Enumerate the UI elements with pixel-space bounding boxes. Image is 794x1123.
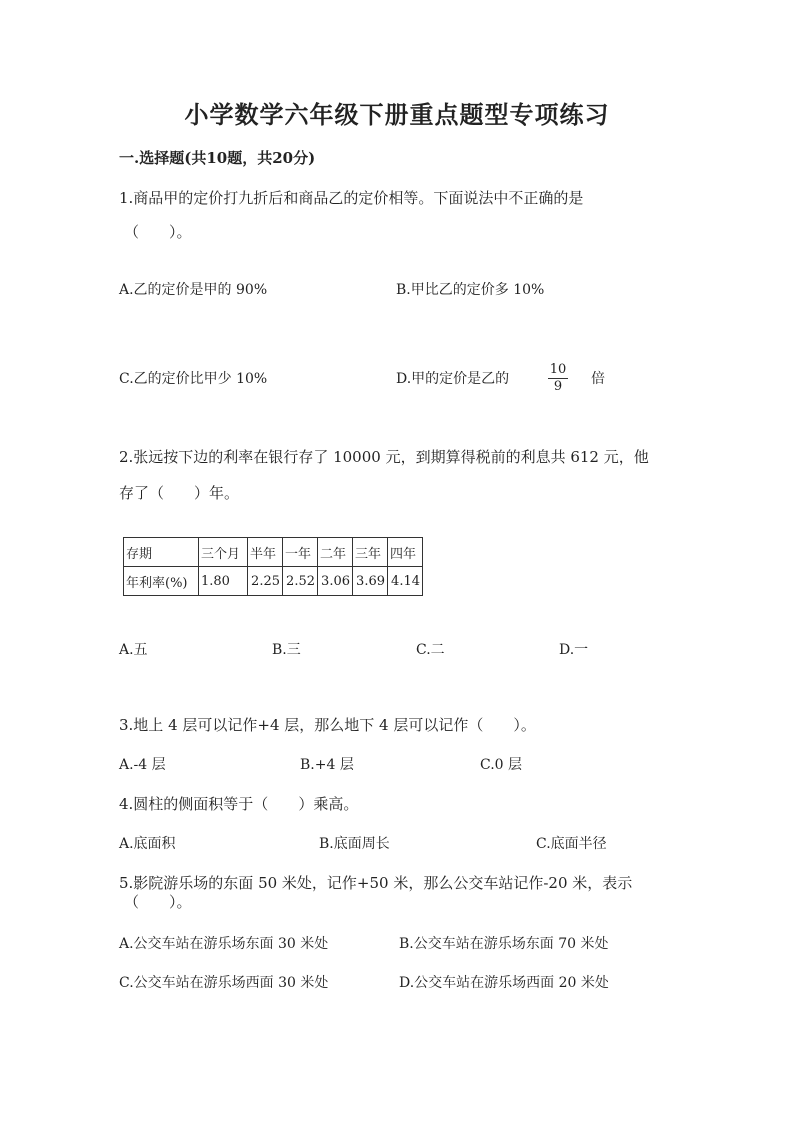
question-4-option-a[interactable]: A.底面积 bbox=[119, 836, 176, 852]
question-5-option-c[interactable]: C.公交车站在游乐场西面 30 米处 bbox=[119, 975, 329, 991]
question-5-text: 5.影院游乐场的东面 50 米处，记作+50 米，那么公交车站记作-20 米，表示 bbox=[119, 874, 633, 892]
question-1-option-b[interactable]: B.甲比乙的定价多 10% bbox=[396, 282, 545, 298]
fraction-denominator: 9 bbox=[553, 379, 563, 394]
question-4-text: 4.圆柱的侧面积等于（ ）乘高。 bbox=[119, 795, 359, 813]
table-cell: 3.06 bbox=[318, 567, 353, 596]
table-row bbox=[124, 567, 423, 596]
question-1-option-c[interactable]: C.乙的定价比甲少 10% bbox=[119, 371, 268, 387]
question-3-option-a[interactable]: A.-4 层 bbox=[119, 757, 166, 773]
question-1-option-a[interactable]: A.乙的定价是甲的 90% bbox=[119, 282, 268, 298]
table-cell: 1.80 bbox=[199, 567, 248, 596]
question-2-text: 2.张远按下边的利率在银行存了 10000 元，到期算得税前的利息共 612 元，他 bbox=[119, 448, 649, 466]
table-header-row bbox=[124, 538, 423, 567]
table-cell: 三年 bbox=[353, 538, 388, 567]
question-4-option-b[interactable]: B.底面周长 bbox=[319, 836, 390, 852]
table-cell: 2.25 bbox=[248, 567, 283, 596]
question-5-blank: （ ）。 bbox=[124, 893, 192, 911]
question-1-blank: （ ）。 bbox=[124, 223, 192, 241]
section-heading: 一.选择题(共10题，共20分) bbox=[119, 149, 316, 167]
table-cell: 4.14 bbox=[388, 567, 423, 596]
question-3-option-c[interactable]: C.0 层 bbox=[480, 757, 523, 773]
page-title: 小学数学六年级下册重点题型专项练习 bbox=[184, 100, 610, 129]
question-1-option-d[interactable]: D.甲的定价是乙的 bbox=[396, 371, 510, 387]
question-3-text: 3.地上 4 层可以记作+4 层，那么地下 4 层可以记作（ ）。 bbox=[119, 716, 536, 734]
table-cell: 四年 bbox=[388, 538, 423, 567]
table-cell: 二年 bbox=[318, 538, 353, 567]
table-cell: 3.69 bbox=[353, 567, 388, 596]
table-cell: 2.52 bbox=[283, 567, 318, 596]
table-cell: 三个月 bbox=[199, 538, 248, 567]
question-5-option-d[interactable]: D.公交车站在游乐场西面 20 米处 bbox=[399, 975, 609, 991]
fraction-ten-ninths bbox=[548, 362, 568, 395]
question-4-option-c[interactable]: C.底面半径 bbox=[536, 836, 607, 852]
table-cell: 存期 bbox=[124, 538, 199, 567]
question-1-option-d-suffix: 倍 bbox=[591, 371, 605, 387]
question-5-option-a[interactable]: A.公交车站在游乐场东面 30 米处 bbox=[119, 936, 329, 952]
question-3-option-b[interactable]: B.+4 层 bbox=[300, 757, 354, 773]
table-cell: 半年 bbox=[248, 538, 283, 567]
table-cell: 年利率(%) bbox=[124, 567, 199, 596]
question-1-text: 1.商品甲的定价打九折后和商品乙的定价相等。下面说法中不正确的是 bbox=[119, 189, 584, 207]
fraction-numerator: 10 bbox=[549, 362, 567, 377]
question-2-option-a[interactable]: A.五 bbox=[119, 642, 148, 658]
question-2-option-b[interactable]: B.三 bbox=[272, 642, 301, 658]
question-2-option-d[interactable]: D.一 bbox=[559, 642, 589, 658]
table-cell: 一年 bbox=[283, 538, 318, 567]
question-5-option-b[interactable]: B.公交车站在游乐场东面 70 米处 bbox=[399, 936, 609, 952]
question-2-text-cont: 存了（ ）年。 bbox=[119, 484, 240, 502]
question-2-option-c[interactable]: C.二 bbox=[416, 642, 445, 658]
interest-rate-table bbox=[123, 537, 423, 596]
